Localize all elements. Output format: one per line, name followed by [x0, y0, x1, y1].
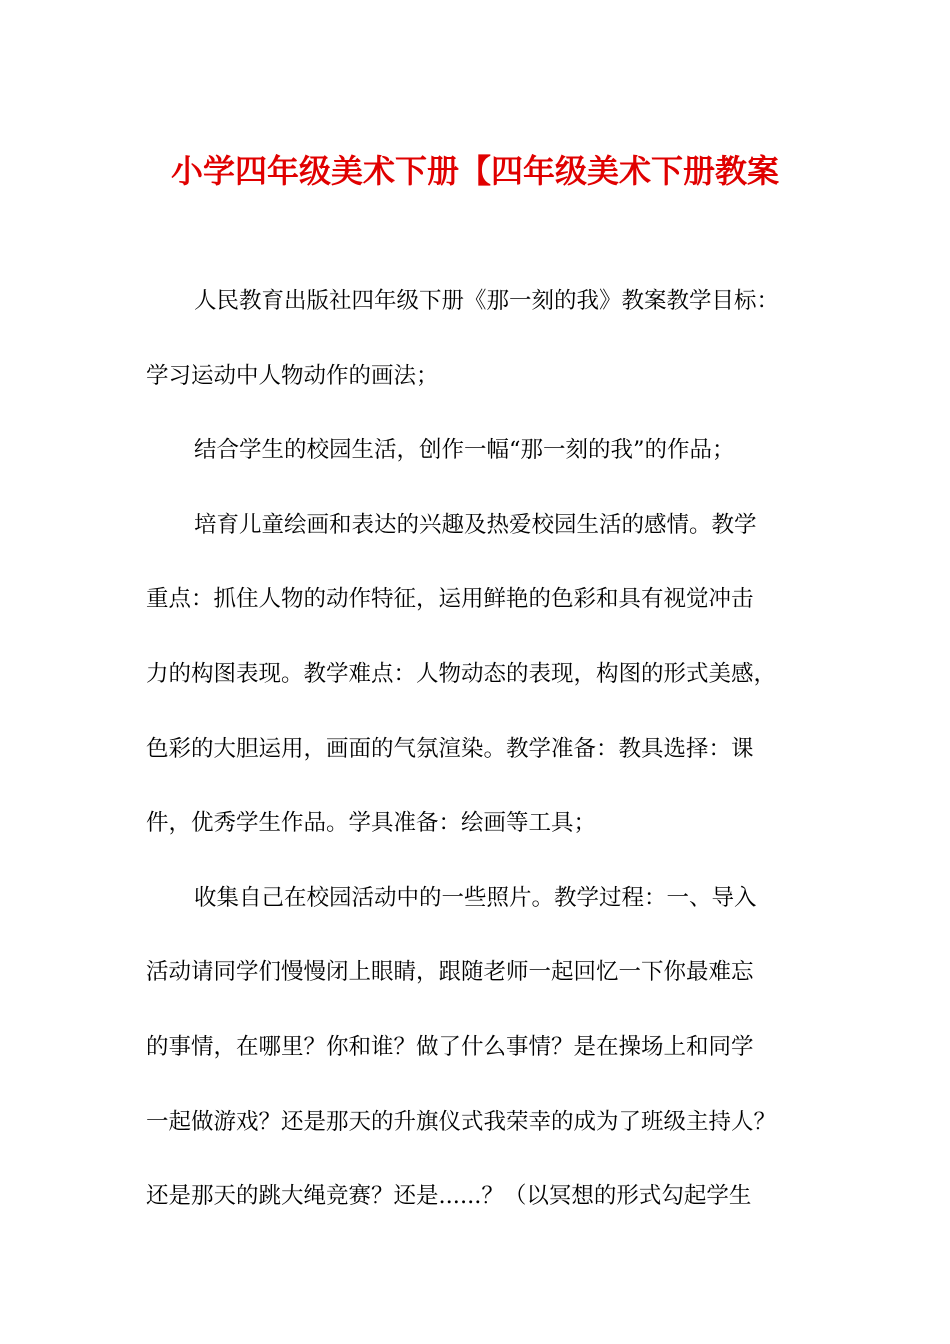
- paragraph-line: 还是那天的跳大绳竞赛？还是......？（以冥想的形式勾起学生: [146, 1183, 752, 1210]
- paragraph-line: 力的构图表现。教学难点：人物动态的表现，构图的形式美感，: [146, 660, 777, 687]
- paragraph-line: 培育儿童绘画和表达的兴趣及热爱校园生活的感情。教学: [194, 511, 757, 538]
- paragraph-line: 件，优秀学生作品。学具准备：绘画等工具；: [146, 810, 597, 837]
- paragraph-line: 的事情，在哪里？你和谁？做了什么事情？是在操场上和同学: [146, 1033, 754, 1060]
- paragraph-line: 收集自己在校园活动中的一些照片。教学过程：一、导入: [194, 884, 757, 911]
- paragraph-line: 学习运动中人物动作的画法；: [146, 362, 439, 389]
- document-body: [146, 276, 810, 1246]
- paragraph-line: 重点：抓住人物的动作特征，运用鲜艳的色彩和具有视觉冲击: [146, 586, 754, 613]
- paragraph-line: 活动请同学们慢慢闭上眼睛，跟随老师一起回忆一下你最难忘: [146, 959, 754, 986]
- paragraph-line: 结合学生的校园生活，创作一幅“那一刻的我”的作品；: [194, 437, 735, 464]
- paragraph-line: 一起做游戏？还是那天的升旗仪式我荣幸的成为了班级主持人？: [146, 1108, 777, 1135]
- paragraph-line: 人民教育出版社四年级下册《那一刻的我》教案教学目标：: [194, 288, 780, 314]
- paragraph-line: 色彩的大胆运用，画面的气氛渲染。教学准备：教具选择：课: [146, 735, 754, 762]
- document-title: 小学四年级美术下册【四年级美术下册教案: [170, 152, 779, 190]
